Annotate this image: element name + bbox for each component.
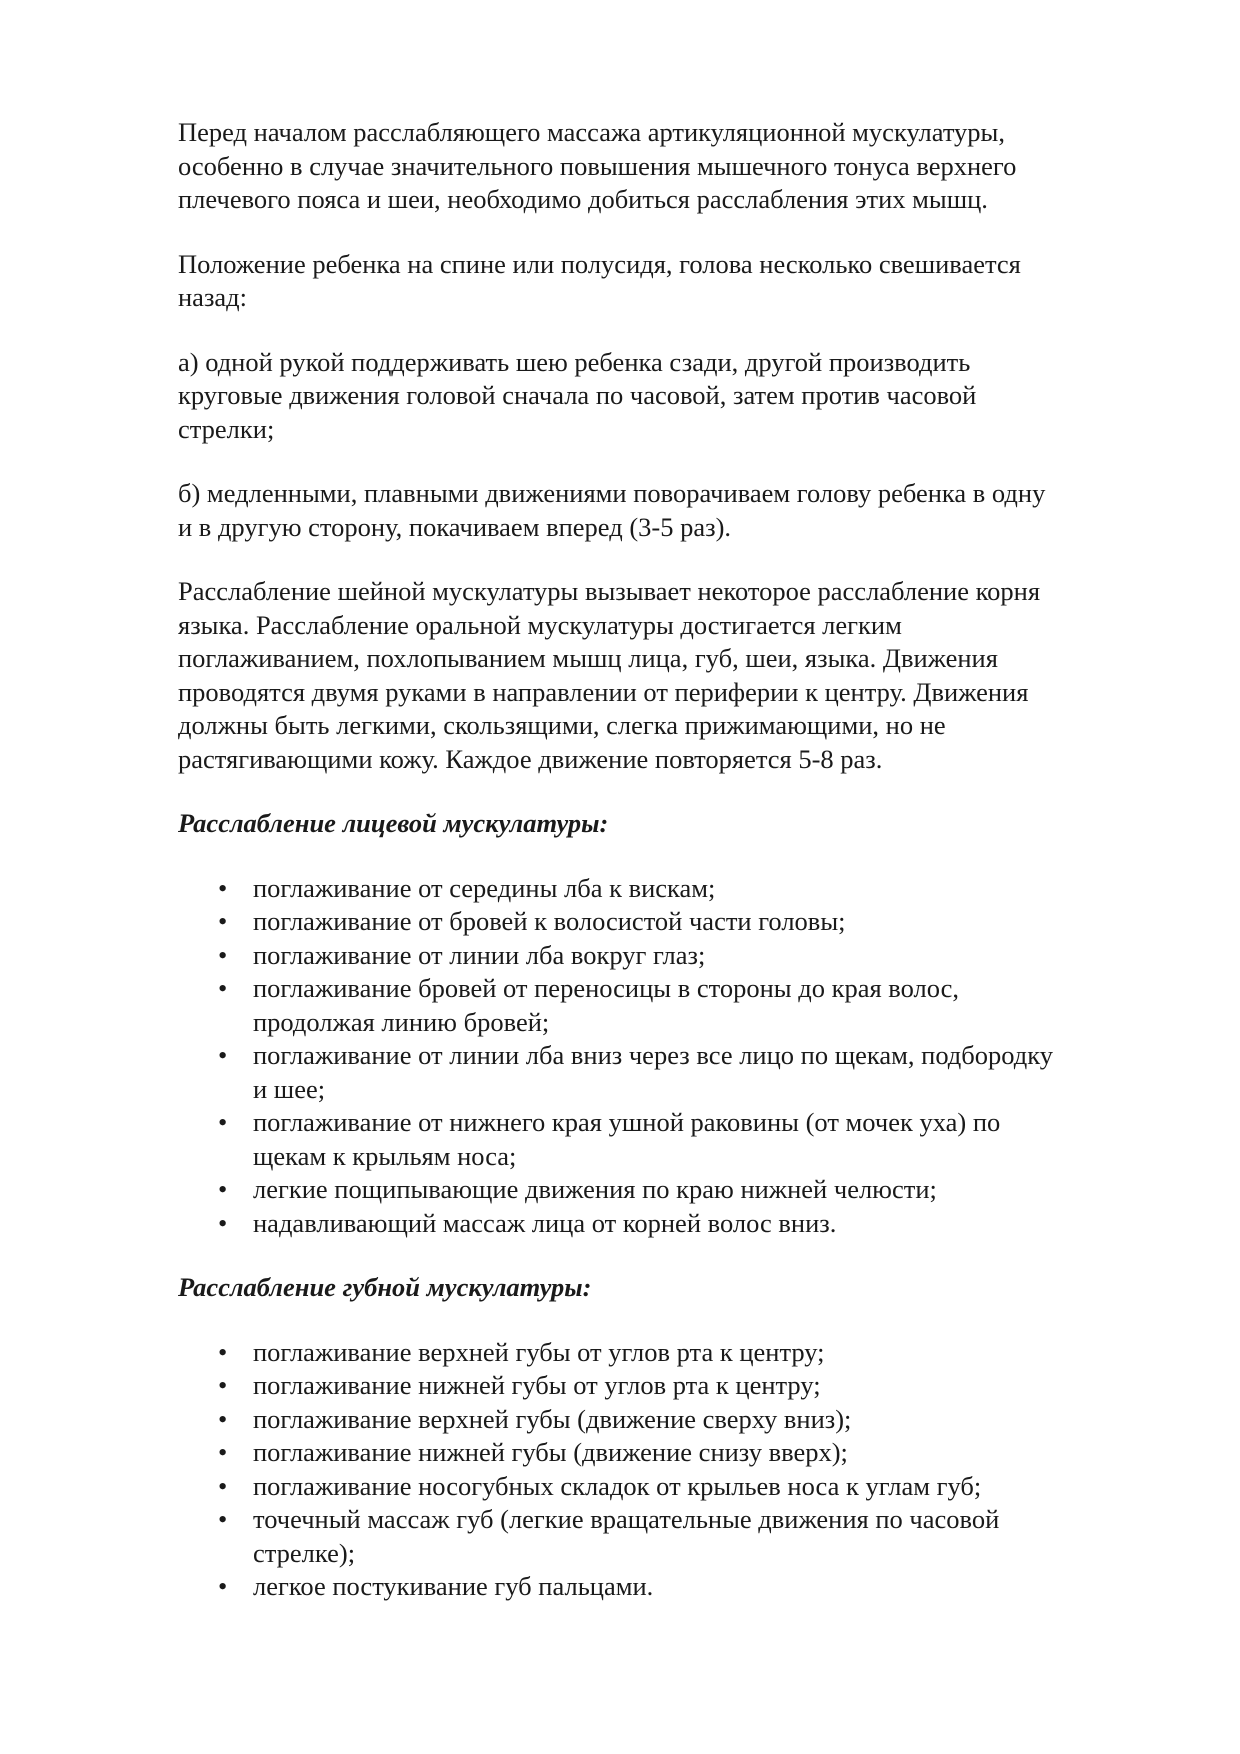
list-item-text: поглаживание нижней губы (движение снизу вверх); <box>253 1437 848 1467</box>
list-item <box>178 1503 1178 1570</box>
list-item <box>178 1039 1178 1106</box>
list-item <box>178 1336 1178 1370</box>
list-item <box>178 905 1178 939</box>
list-item-text: поглаживание нижней губы от углов рта к центру; <box>253 1370 821 1400</box>
bullet-icon: • <box>218 1207 228 1238</box>
document-page <box>178 116 1178 1635</box>
bullet-icon: • <box>218 1370 228 1400</box>
list-item-text: поглаживание от бровей к волосистой части головы; <box>253 906 846 936</box>
bullet-icon: • <box>218 906 228 936</box>
bullet-icon: • <box>218 1403 228 1434</box>
bullet-icon: • <box>218 1336 228 1367</box>
list-item-text: поглаживание от линии лба вокруг глаз; <box>253 939 706 970</box>
face-exercise-list <box>178 872 1178 1241</box>
bullet-icon: • <box>218 1107 228 1137</box>
list-item <box>178 972 1178 1039</box>
list-item-text: поглаживание от линии лба вниз через все лицо по щекам, подбородку и шее; <box>253 1040 1053 1104</box>
bullet-icon: • <box>218 973 228 1003</box>
list-item-text: поглаживание верхней губы (движение сверху вниз); <box>253 1403 852 1434</box>
list-item-text: поглаживание верхней губы от углов рта к центру; <box>253 1336 825 1367</box>
bullet-icon: • <box>218 1040 228 1070</box>
bullet-icon: • <box>218 1437 228 1467</box>
position-paragraph: Положение ребенка на спине или полусидя, голова несколько свешивается назад: <box>178 248 1021 312</box>
list-item <box>178 1173 1178 1207</box>
list-item-text: поглаживание от середины лба к вискам; <box>253 872 716 903</box>
bullet-icon: • <box>218 1504 228 1534</box>
list-item <box>178 1403 1178 1437</box>
list-item-text: поглаживание от нижнего края ушной раковины (от мочек уха) по щекам к крыльям носа; <box>253 1107 1001 1171</box>
list-item-text: легкое постукивание губ пальцами. <box>253 1571 654 1601</box>
step-a-paragraph: а) одной рукой поддерживать шею ребенка сзади, другой производить круговые движения головой сначала по часовой, затем против часовой стрелки; <box>178 346 977 444</box>
relaxation-paragraph: Расслабление шейной мускулатуры вызывает некоторое расслабление корня языка. Расслабление оральной мускулатуры достигается легким поглаживанием, похлопыванием мышц лица, губ, шеи, языка. Движения проводятся двумя руками в направлении от периферии к центру. Движения должны быть легкими, скользящими, слегка прижимающими, но не растягивающими кожу. Каждое движение повторяется 5-8 раз. <box>178 576 1041 774</box>
list-item <box>178 1106 1178 1173</box>
lip-exercise-list <box>178 1336 1178 1604</box>
intro-paragraph: Перед началом расслабляющего массажа артикуляционной мускулатуры, особенно в случае значительного повышения мышечного тонуса верхнего плечевого пояса и шеи, необходимо добиться расслабления этих мышц. <box>178 117 1017 214</box>
bullet-icon: • <box>218 1470 228 1501</box>
step-b-paragraph: б) медленными, плавными движениями поворачиваем голову ребенка в одну и в другую сторону, покачиваем вперед (3-5 раз). <box>178 478 1046 542</box>
bullet-icon: • <box>218 1174 228 1204</box>
face-section-heading: Расслабление лицевой мускулатуры: <box>178 808 609 838</box>
bullet-icon: • <box>218 872 228 903</box>
list-item <box>178 1570 1178 1604</box>
lip-section-heading: Расслабление губной мускулатуры: <box>178 1272 592 1302</box>
list-item <box>178 1207 1178 1241</box>
list-item <box>178 1470 1178 1504</box>
list-item <box>178 872 1178 906</box>
list-item-text: поглаживание бровей от переносицы в стороны до края волос, продолжая линию бровей; <box>253 973 960 1037</box>
list-item <box>178 1369 1178 1403</box>
list-item <box>178 1436 1178 1470</box>
list-item-text: легкие пощипывающие движения по краю нижней челюсти; <box>253 1174 937 1204</box>
list-item <box>178 939 1178 973</box>
bullet-icon: • <box>218 939 228 970</box>
list-item-text: надавливающий массаж лица от корней волос вниз. <box>253 1207 837 1238</box>
list-item-text: поглаживание носогубных складок от крыльев носа к углам губ; <box>253 1470 982 1501</box>
list-item-text: точечный массаж губ (легкие вращательные движения по часовой стрелке); <box>253 1504 1000 1568</box>
bullet-icon: • <box>218 1571 228 1601</box>
